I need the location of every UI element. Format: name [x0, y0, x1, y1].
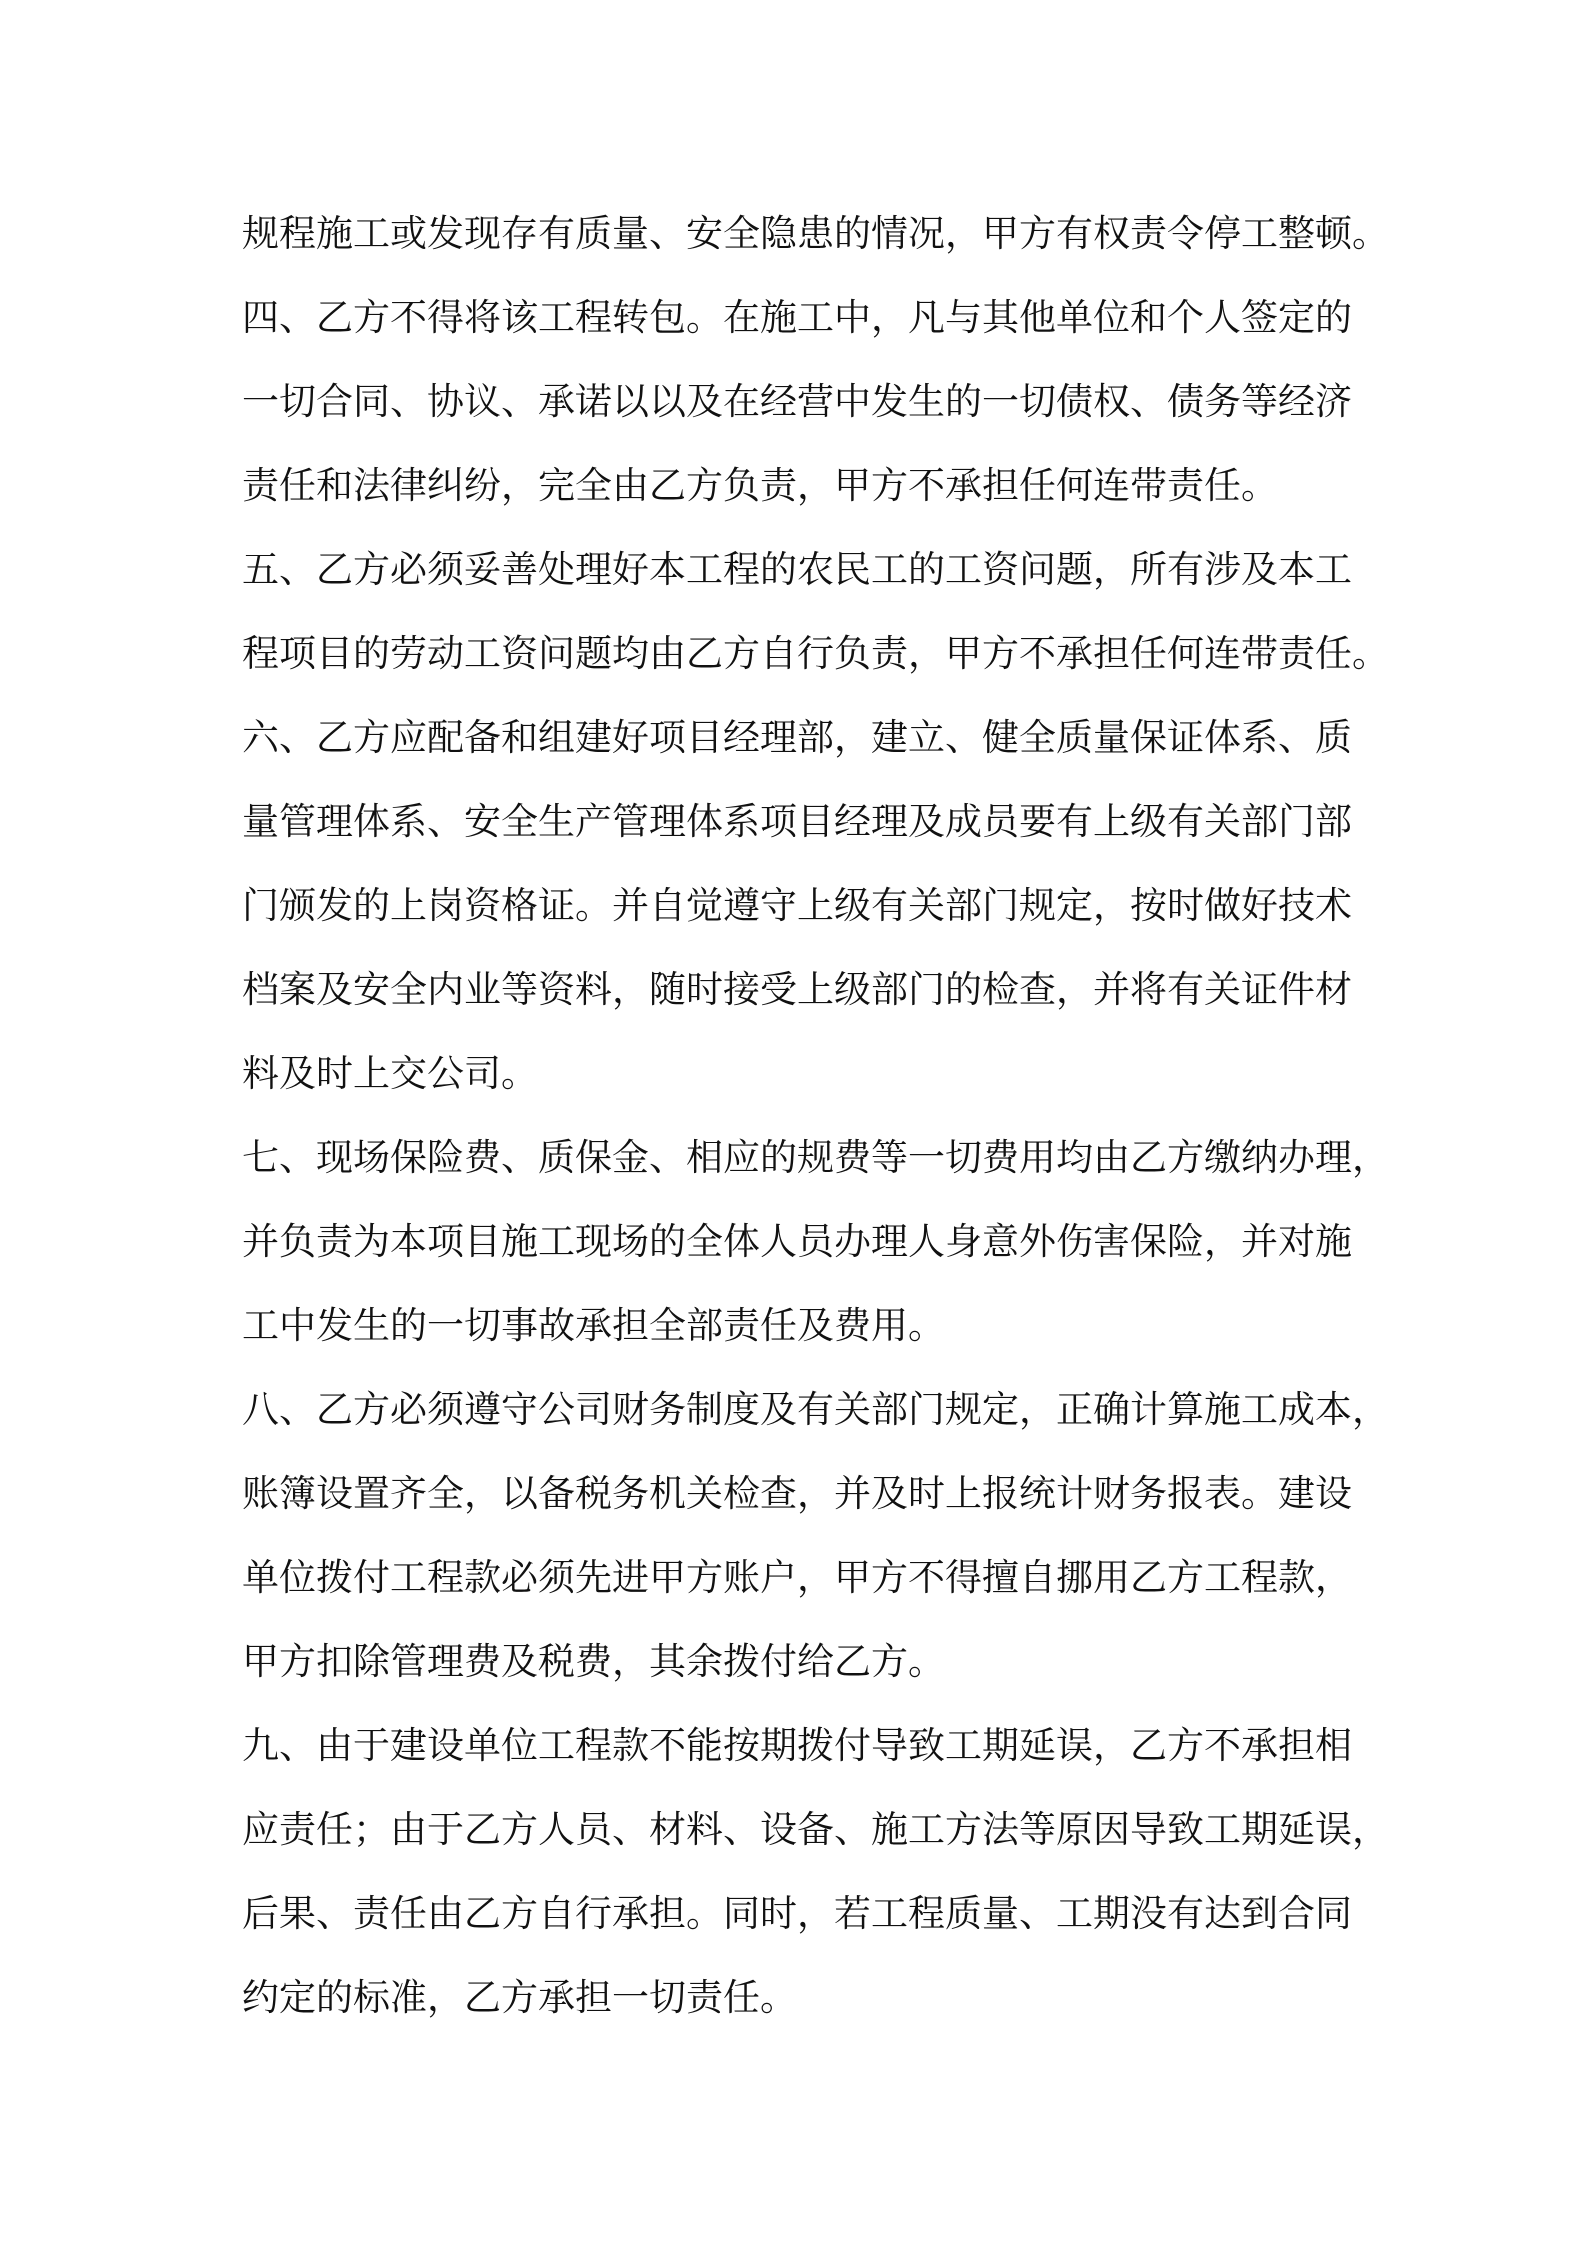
text-line: 应责任；由于乙方人员、材料、设备、施工方法等原因导致工期延误，	[242, 1808, 1389, 1851]
text-line: 规程施工或发现存有质量、安全隐患的情况，甲方有权责令停工整顿。	[242, 212, 1389, 255]
text-line: 工中发生的一切事故承担全部责任及费用。	[242, 1304, 945, 1347]
text-line: 账簿设置齐全，以备税务机关检查，并及时上报统计财务报表。建设	[242, 1472, 1352, 1515]
text-line: 并负责为本项目施工现场的全体人员办理人身意外伤害保险，并对施	[242, 1220, 1352, 1263]
text-line: 六、乙方应配备和组建好项目经理部，建立、健全质量保证体系、质	[242, 716, 1352, 759]
contract-text	[242, 192, 1389, 2040]
text-line: 程项目的劳动工资问题均由乙方自行负责，甲方不承担任何连带责任。	[242, 632, 1389, 675]
text-line: 约定的标准，乙方承担一切责任。	[242, 1976, 797, 2019]
text-line: 甲方扣除管理费及税费，其余拨付给乙方。	[242, 1640, 945, 1683]
text-line: 八、乙方必须遵守公司财务制度及有关部门规定，正确计算施工成本，	[242, 1388, 1389, 1431]
text-line: 七、现场保险费、质保金、相应的规费等一切费用均由乙方缴纳办理，	[242, 1136, 1389, 1179]
text-line: 料及时上交公司。	[242, 1052, 538, 1095]
text-line: 档案及安全内业等资料，随时接受上级部门的检查，并将有关证件材	[242, 968, 1352, 1011]
text-line: 五、乙方必须妥善处理好本工程的农民工的工资问题，所有涉及本工	[242, 548, 1352, 591]
text-line: 单位拨付工程款必须先进甲方账户，甲方不得擅自挪用乙方工程款，	[242, 1556, 1352, 1599]
text-line: 九、由于建设单位工程款不能按期拨付导致工期延误，乙方不承担相	[242, 1724, 1352, 1767]
text-line: 一切合同、协议、承诺以以及在经营中发生的一切债权、债务等经济	[242, 380, 1352, 423]
text-line: 量管理体系、安全生产管理体系项目经理及成员要有上级有关部门部	[242, 800, 1352, 843]
text-line: 四、乙方不得将该工程转包。在施工中，凡与其他单位和个人签定的	[242, 296, 1352, 339]
text-line: 后果、责任由乙方自行承担。同时，若工程质量、工期没有达到合同	[242, 1892, 1352, 1935]
text-line: 门颁发的上岗资格证。并自觉遵守上级有关部门规定，按时做好技术	[242, 884, 1352, 927]
text-line: 责任和法律纠纷，完全由乙方负责，甲方不承担任何连带责任。	[242, 464, 1278, 507]
